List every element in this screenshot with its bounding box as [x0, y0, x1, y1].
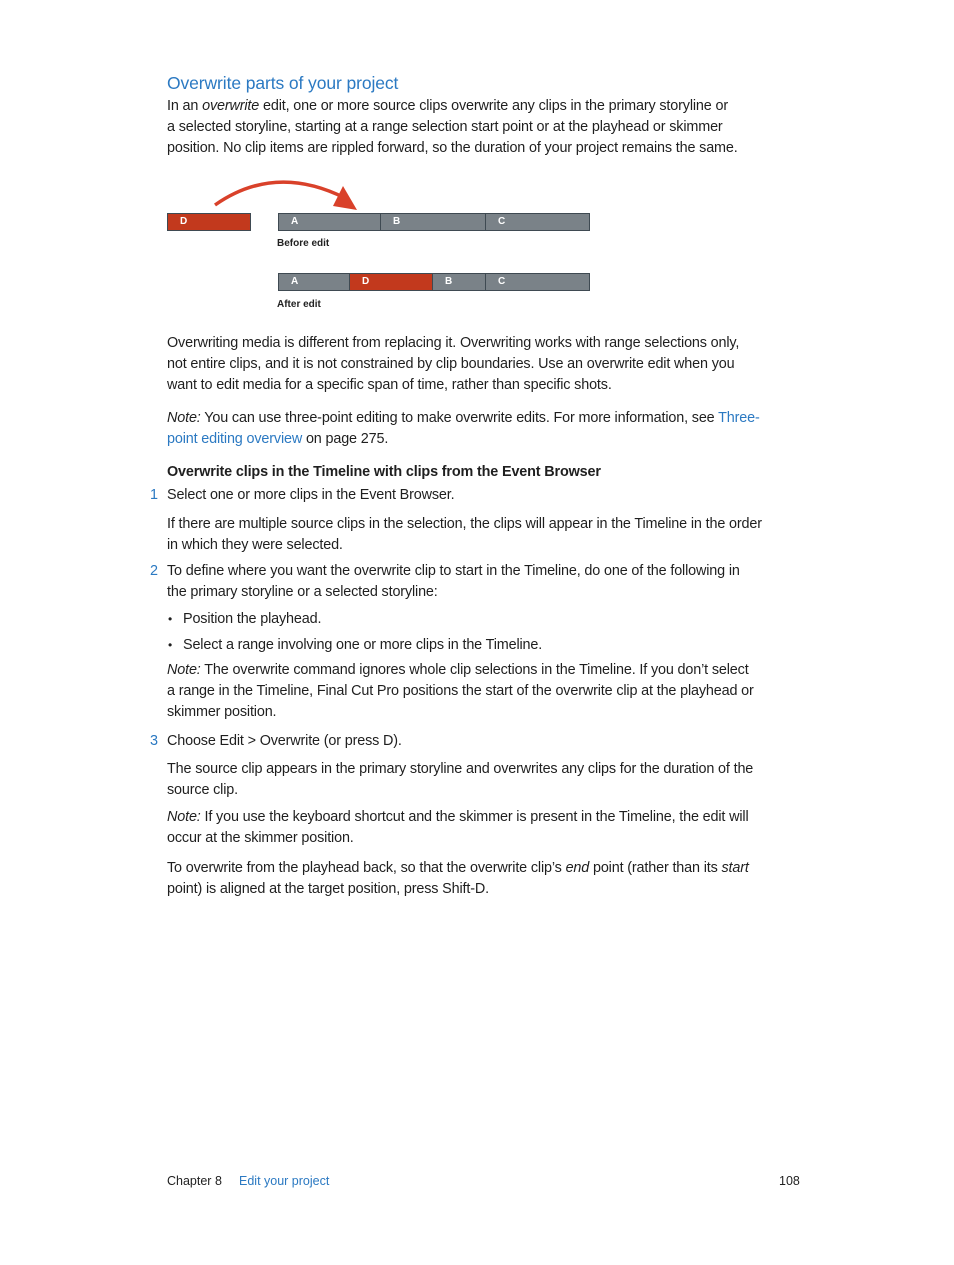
after-clip-c: C [485, 273, 590, 291]
step-3-note: Note: If you use the keyboard shortcut and the skimmer is present in the Timeline, the edit will occur at the skimmer position. [167, 809, 749, 846]
step-2-text: To define where you want the overwrite clip to start in the Timeline, do one of the following in the primary storyline or a selected storyline: [167, 563, 740, 600]
step-1-text: Select one or more clips in the Event Browser. [167, 487, 455, 503]
shift-d-paragraph: To overwrite from the playhead back, so that the overwrite clip’s end point (rather than its start point) is aligned at the target position, press Shift-D. [167, 860, 749, 897]
bullet-item-2: Select a range involving one or more clips in the Timeline. [183, 637, 543, 653]
after-edit-caption: After edit [277, 299, 321, 310]
task-heading: Overwrite clips in the Timeline with clips from the Event Browser [167, 464, 601, 480]
page-number: 108 [779, 1174, 800, 1188]
three-point-link[interactable]: Three- [718, 410, 760, 426]
step-number-3: 3 [150, 733, 159, 749]
term-end: end [565, 860, 590, 876]
before-clip-c: C [485, 213, 590, 231]
bullet-icon: • [168, 638, 173, 652]
after-clip-b: B [432, 273, 486, 291]
section-title: Overwrite parts of your project [167, 73, 399, 93]
footer-chapter: Chapter 8 [167, 1174, 222, 1188]
intro-line-1: In an overwrite edit, one or more source clips overwrite any clips in the primary storyline or [167, 98, 728, 114]
step-3-text: Choose Edit > Overwrite (or press D). [167, 733, 402, 749]
note-label: Note: [167, 410, 201, 426]
footer-chapter-link[interactable]: Edit your project [239, 1174, 330, 1188]
bullet-icon: • [168, 612, 173, 626]
overwrite-diagram [0, 0, 954, 320]
after-clip-d: D [349, 273, 433, 291]
before-clip-a: A [278, 213, 381, 231]
step-2-note: Note: The overwrite command ignores whole clip selections in the Timeline. If you don’t select a range in the Timeline, Final Cut Pro positions the start of the overwrite clip at the playhead or skimmer position. [167, 662, 754, 720]
arrow-icon [205, 168, 365, 218]
step-number-2: 2 [150, 563, 159, 579]
note-three-point: Note: You can use three-point editing to make overwrite edits. For more information, see Three- point editing overview on page 275. [167, 410, 760, 447]
source-clip-d: D [167, 213, 251, 231]
before-clip-b: B [380, 213, 486, 231]
step-3-detail: The source clip appears in the primary storyline and overwrites any clips for the duration of the source clip. [167, 761, 754, 798]
three-point-link-cont[interactable]: point editing overview [167, 431, 303, 447]
step-1-detail: If there are multiple source clips in the selection, the clips will appear in the Timeline in the order in which they were selected. [167, 516, 762, 553]
overwriting-paragraph: Overwriting media is different from replacing it. Overwriting works with range selections only, not entire clips, and it is not constrained by clip boundaries. Use an overwrite edit when you want to edit media for a specific span of time, rather than specific shots. [167, 335, 740, 393]
intro-line-2: a selected storyline, starting at a range selection start point or at the playhead or skimmer [167, 119, 723, 135]
term-start: start [721, 860, 749, 876]
bullet-item-1: Position the playhead. [183, 611, 322, 627]
before-edit-caption: Before edit [277, 238, 330, 249]
step-number-1: 1 [150, 487, 159, 503]
intro-line-3: position. No clip items are rippled forward, so the duration of your project remains the same. [167, 140, 738, 156]
after-clip-a: A [278, 273, 350, 291]
term-overwrite: overwrite [202, 98, 260, 114]
